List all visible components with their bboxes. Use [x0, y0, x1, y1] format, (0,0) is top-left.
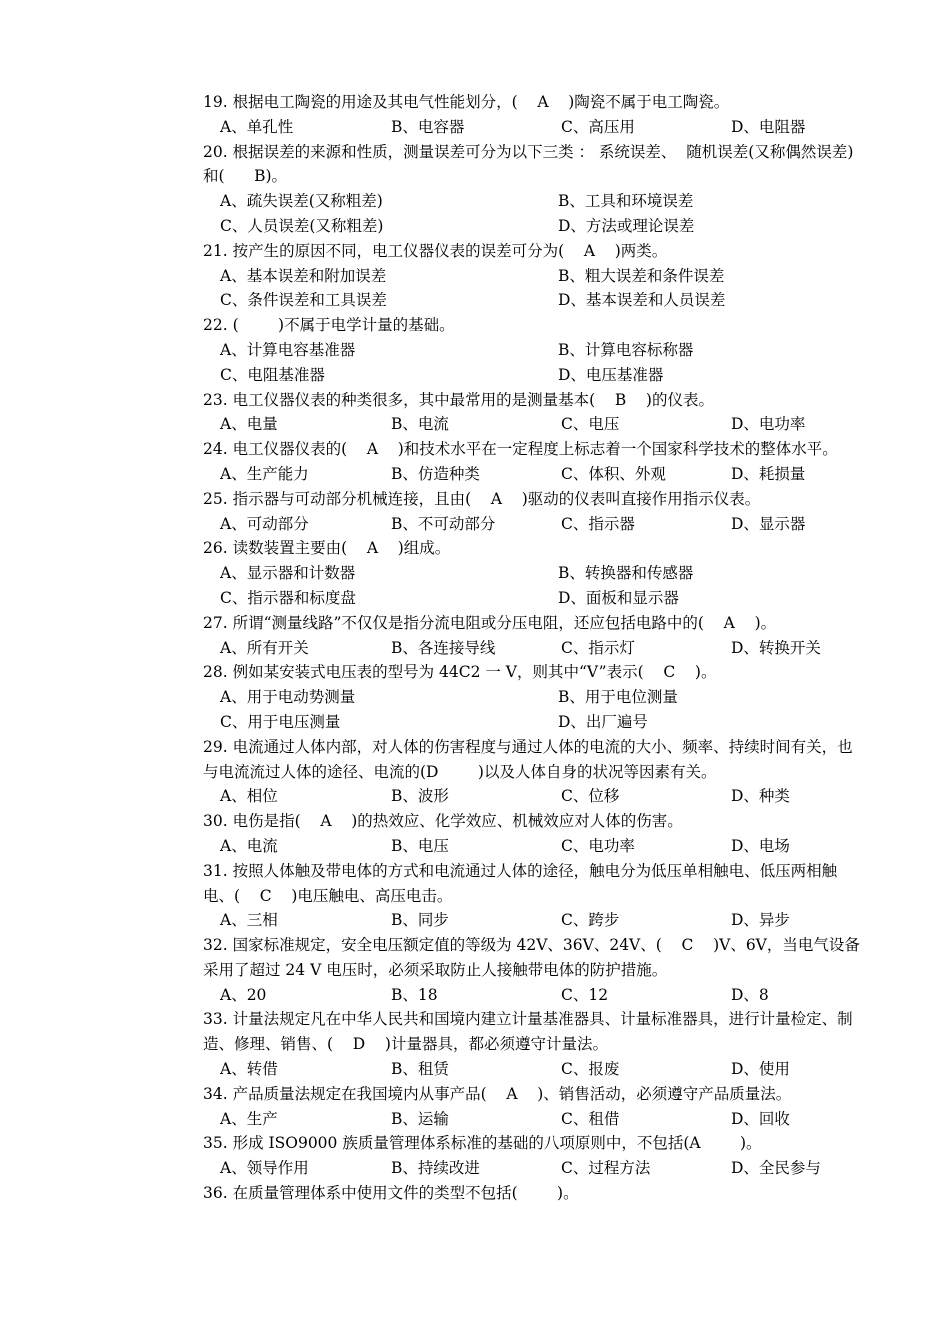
answer-option: A、三相: [220, 911, 278, 930]
answer-option: B、不可动部分: [391, 514, 496, 533]
answer-option: B、波形: [391, 787, 449, 806]
question-text: 35. 形成 ISO9000 族质量管理体系标准的基础的八项原则中，不包括(A )。: [203, 1134, 762, 1153]
answer-option: C、过程方法: [561, 1159, 651, 1178]
answer-option: D、方法或理论误差: [558, 216, 695, 235]
answer-option: B、同步: [391, 911, 449, 930]
option-row: [203, 784, 863, 809]
answer-option: D、使用: [731, 1060, 790, 1079]
question-text: 21. 按产生的原因不同，电工仪器仪表的误差可分为( A )两类。: [203, 241, 668, 260]
answer-option: B、持续改进: [391, 1159, 480, 1178]
option-row: [203, 685, 863, 710]
answer-option: A、生产: [220, 1109, 278, 1128]
answer-option: C、位移: [561, 787, 620, 806]
answer-option: A、疏失误差(又称粗差): [220, 192, 383, 211]
answer-option: C、报废: [561, 1060, 620, 1079]
answer-option: C、指示灯: [561, 638, 635, 657]
option-row: [203, 1156, 863, 1181]
question-list: [203, 90, 863, 1206]
question-text: 19. 根据电工陶瓷的用途及其电气性能划分，( A )陶瓷不属于电工陶瓷。: [203, 93, 730, 111]
answer-option: B、电压: [391, 836, 449, 855]
answer-option: B、转换器和传感器: [558, 564, 694, 583]
answer-option: B、运输: [391, 1109, 449, 1128]
option-row: [203, 561, 863, 586]
answer-option: C、体积、外观: [561, 464, 666, 483]
option-row: [203, 462, 863, 487]
option-row: [203, 512, 863, 537]
option-row: [203, 288, 863, 313]
answer-option: D、出厂遍号: [558, 712, 648, 731]
question-text: 29. 电流通过人体内部，对人体的伤害程度与通过人体的电流的大小、频率、持续时间有关，也与电流流过人体的途径、电流的(D )以及人体自身的状况等因素有关。: [203, 737, 853, 781]
answer-option: D、全民参与: [731, 1159, 821, 1178]
answer-option: D、显示器: [731, 514, 806, 533]
answer-option: C、跨步: [561, 911, 620, 930]
answer-option: D、转换开关: [731, 638, 821, 657]
answer-option: A、相位: [220, 787, 278, 806]
question-text: 22. ( )不属于电学计量的基础。: [203, 316, 455, 335]
answer-option: B、各连接导线: [391, 638, 496, 657]
answer-option: C、电阻基准器: [220, 365, 325, 384]
question-text: 24. 电工仪器仪表的( A )和技术水平在一定程度上标志着一个国家科学技术的整体水平。: [203, 440, 838, 459]
answer-option: A、领导作用: [220, 1159, 309, 1178]
option-row: [203, 1107, 863, 1132]
question-text: 34. 产品质量法规定在我国境内从事产品( A )、销售活动，必须遵守产品质量法。: [203, 1084, 792, 1103]
answer-option: B、18: [391, 985, 438, 1004]
answer-option: D、回收: [731, 1109, 790, 1128]
answer-option: A、电量: [220, 415, 278, 434]
answer-option: C、电压: [561, 415, 620, 434]
option-row: [203, 908, 863, 933]
option-row: [203, 189, 863, 214]
question-text: 28. 例如某安装式电压表的型号为 44C2 一 V，则其中“V”表示( C )。: [203, 663, 717, 682]
answer-option: A、生产能力: [220, 464, 309, 483]
option-row: [203, 834, 863, 859]
answer-option: D、电阻器: [731, 117, 806, 136]
question-text: 32. 国家标准规定，安全电压额定值的等级为 42V、36V、24V、( C )V、6V，当电气设备采用了超过 24 V 电压时，必须采取防止人接触带电体的防护措施。: [203, 936, 860, 979]
answer-option: B、计算电容标称器: [558, 340, 694, 359]
answer-option: D、电场: [731, 836, 790, 855]
answer-option: A、显示器和计数器: [220, 564, 356, 583]
answer-option: D、异步: [731, 911, 790, 930]
answer-option: A、基本误差和附加误差: [220, 266, 387, 285]
option-row: [203, 412, 863, 437]
answer-option: B、仿造种类: [391, 464, 480, 483]
option-row: [203, 115, 863, 140]
question-text: 36. 在质量管理体系中使用文件的类型不包括( )。: [203, 1184, 579, 1203]
answer-option: A、所有开关: [220, 638, 309, 657]
answer-option: B、电流: [391, 415, 449, 434]
answer-option: A、单孔性: [220, 117, 294, 136]
answer-option: C、高压用: [561, 117, 635, 136]
answer-option: C、指示器和标度盘: [220, 588, 356, 607]
answer-option: D、种类: [731, 787, 790, 806]
answer-option: A、20: [220, 985, 267, 1004]
answer-option: C、12: [561, 985, 609, 1004]
answer-option: A、转借: [220, 1060, 278, 1079]
answer-option: D、电压基准器: [558, 365, 664, 384]
answer-option: C、电功率: [561, 836, 635, 855]
answer-option: B、电容器: [391, 117, 465, 136]
option-row: [203, 214, 863, 239]
answer-option: B、用于电位测量: [558, 688, 678, 707]
answer-option: C、人员误差(又称粗差): [220, 216, 384, 235]
option-row: [203, 983, 863, 1008]
question-text: 25. 指示器与可动部分机械连接，且由( A )驱动的仪表叫直接作用指示仪表。: [203, 489, 761, 508]
answer-option: D、面板和显示器: [558, 588, 679, 607]
question-text: 33. 计量法规定凡在中华人民共和国境内建立计量基准器具、计量标准器具，进行计量检定、制造、修理、销售、( D )计量器具，都必须遵守计量法。: [203, 1010, 853, 1054]
option-row: [203, 586, 863, 611]
answer-option: C、用于电压测量: [220, 712, 341, 731]
answer-option: A、计算电容基准器: [220, 340, 356, 359]
question-text: 30. 电伤是指( A )的热效应、化学效应、机械效应对人体的伤害。: [203, 812, 683, 831]
answer-option: D、基本误差和人员误差: [558, 291, 726, 310]
option-row: [203, 264, 863, 289]
answer-option: D、耗损量: [731, 464, 806, 483]
answer-option: D、电功率: [731, 415, 806, 434]
answer-option: B、工具和环境误差: [558, 192, 694, 211]
answer-option: B、粗大误差和条件误差: [558, 266, 725, 285]
question-text: 26. 读数装置主要由( A )组成。: [203, 539, 451, 558]
option-row: [203, 636, 863, 661]
answer-option: C、租借: [561, 1109, 620, 1128]
answer-option: A、电流: [220, 836, 278, 855]
answer-option: A、可动部分: [220, 514, 309, 533]
answer-option: C、指示器: [561, 514, 635, 533]
answer-option: B、租赁: [391, 1060, 449, 1079]
answer-option: A、用于电动势测量: [220, 688, 356, 707]
answer-option: D、8: [731, 985, 769, 1004]
question-text: 31. 按照人体触及带电体的方式和电流通过人体的途径，触电分为低压单相触电、低压两相触电、( C )电压触电、高压电击。: [203, 861, 838, 905]
option-row: [203, 363, 863, 388]
answer-option: C、条件误差和工具误差: [220, 291, 387, 310]
question-text: 20. 根据误差的来源和性质，测量误差可分为以下三类 ： 系统误差、 随机误差(又称偶然误差)和( B)。: [203, 142, 854, 186]
question-text: 27. 所谓“测量线路”不仅仅是指分流电阻或分压电阻，还应包括电路中的( A )。: [203, 613, 777, 632]
option-row: [203, 1057, 863, 1082]
option-row: [203, 710, 863, 735]
option-row: [203, 338, 863, 363]
question-text: 23. 电工仪器仪表的种类很多，其中最常用的是测量基本( B )的仪表。: [203, 390, 714, 409]
